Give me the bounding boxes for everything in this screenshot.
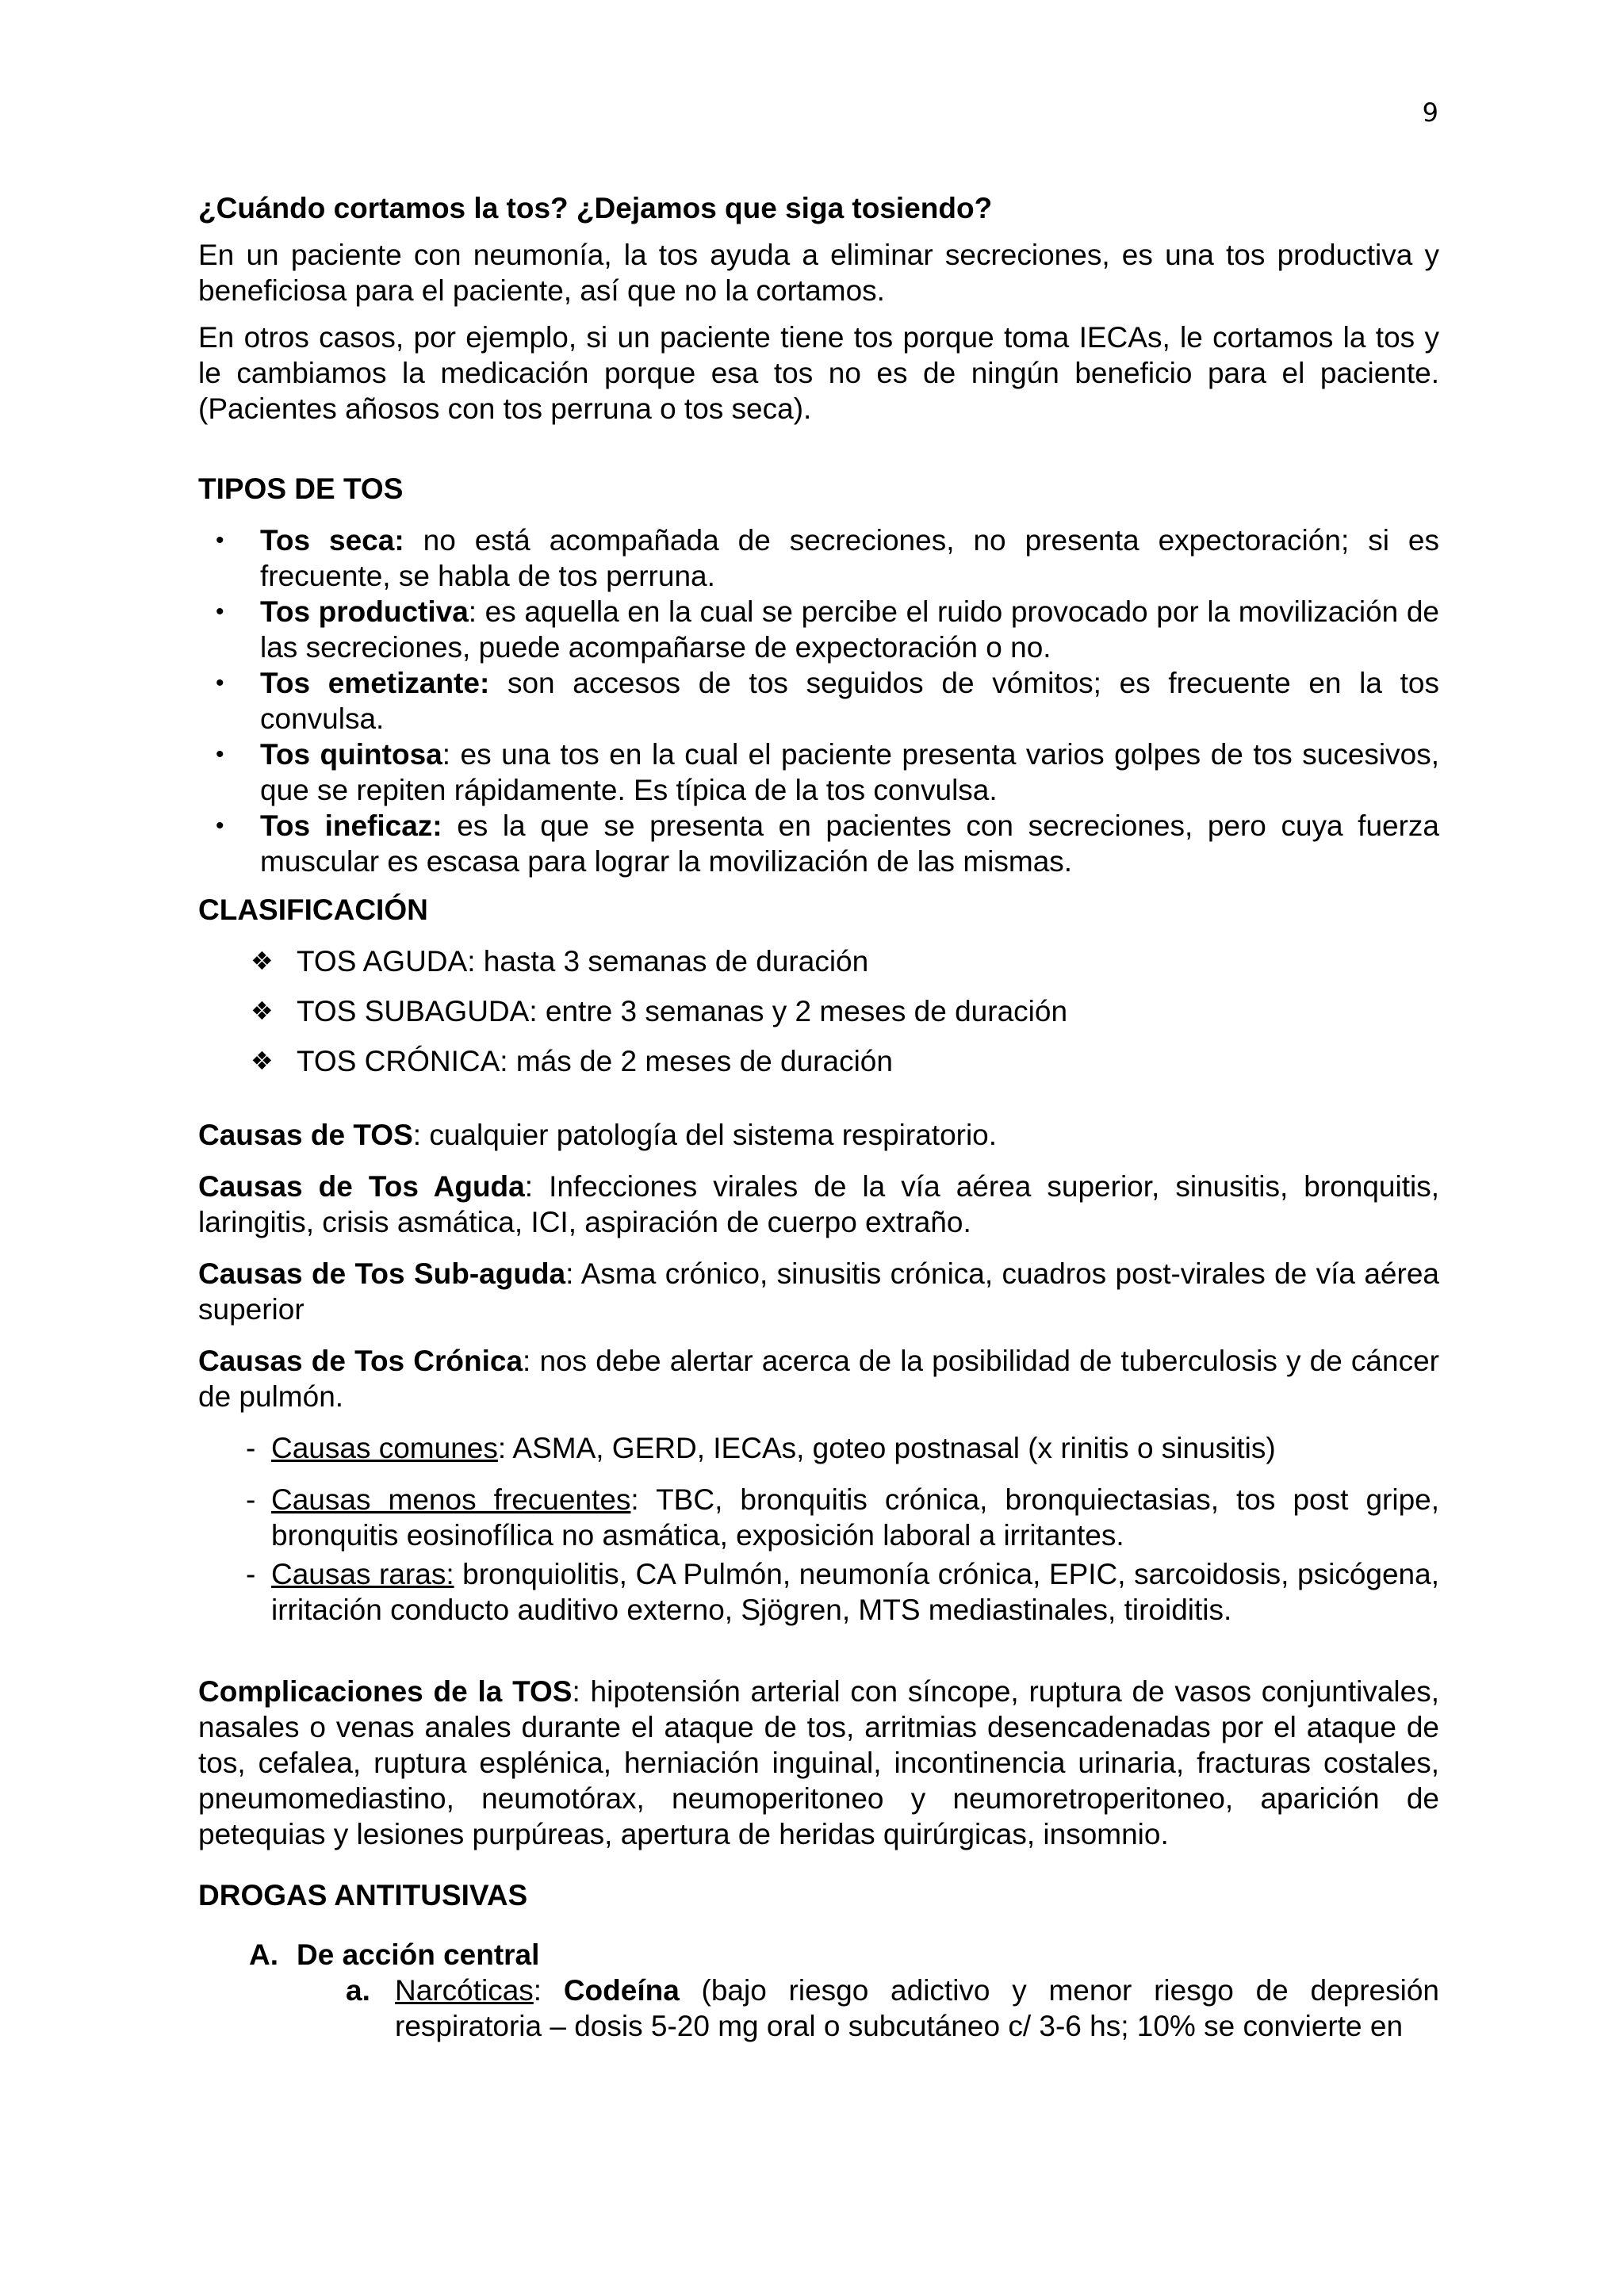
term: Tos productiva xyxy=(260,595,469,628)
definition: son accesos de tos seguidos de vómitos; es frecuente en la tos convulsa. xyxy=(260,667,1440,735)
drogas-subitem-a: a. Narcóticas: Codeína (bajo riesgo adictivo y menor riesgo de depresión respiratoria – dosis 5-20 mg oral o subcutáneo c/ 3-6 hs; 10% se convierte en xyxy=(346,1974,1440,2042)
list-item xyxy=(198,665,1439,737)
term: Tos seca: xyxy=(260,524,404,557)
definition: es la que se presenta en pacientes con secreciones, pero cuya fuerza muscular es escasa para lograr la movilización de las mismas. xyxy=(260,809,1439,878)
paragraph-causas-tos: Causas de TOS: cualquier patología del sistema respiratorio. xyxy=(198,1119,998,1151)
section-heading-drogas: DROGAS ANTITUSIVAS xyxy=(198,1879,528,1911)
drogas-item-a xyxy=(198,1937,1439,1973)
paragraph-causas-cronica: Causas de Tos Crónica: nos debe alertar acerca de la posibilidad de tuberculosis y de cáncer de pulmón. xyxy=(198,1345,1439,1413)
paragraph-causas-aguda: Causas de Tos Aguda: Infecciones virales de la vía aérea superior, sinusitis, bronquitis, laringitis, crisis asmática, ICI, aspiración de cuerpo extraño. xyxy=(198,1170,1439,1238)
page-number: 9 xyxy=(1422,98,1438,128)
page-content xyxy=(198,190,1439,2044)
paragraph-neumonia: En un paciente con neumonía, la tos ayuda a eliminar secreciones, es una tos productiva y beneficiosa para el paciente, así que no la cortamos. xyxy=(198,239,1439,307)
section-heading-cortar-tos: ¿Cuándo cortamos la tos? ¿Dejamos que siga tosiendo? xyxy=(198,192,993,224)
list-item: ❖ TOS AGUDA: hasta 3 semanas de duración xyxy=(251,945,869,978)
list-item: ❖ TOS CRÓNICA: más de 2 meses de duración xyxy=(251,1045,893,1077)
list-item: ❖ TOS SUBAGUDA: entre 3 semanas y 2 meses de duración xyxy=(251,995,1068,1027)
term: Causas de Tos Sub-aguda xyxy=(198,1257,566,1290)
term: Causas de TOS xyxy=(198,1119,413,1151)
tipos-list xyxy=(198,522,1439,879)
term: Causas de Tos Aguda xyxy=(198,1170,525,1203)
definition: : es aquella en la cual se percibe el ruido provocado por la movilización de las secreciones, puede acompañarse de expectoración o no. xyxy=(260,595,1439,664)
sublist-label: Causas comunes xyxy=(271,1432,498,1464)
sublist-label: Causas raras: xyxy=(271,1558,454,1590)
list-item xyxy=(198,737,1439,808)
list-item xyxy=(198,594,1439,665)
diamond-bullet-icon: ❖ xyxy=(251,946,274,976)
bullet-icon: • xyxy=(216,813,224,839)
causas-cronica-list xyxy=(198,1430,1439,1628)
list-label: A. xyxy=(249,1938,278,1971)
paragraph-otros-casos: En otros casos, por ejemplo, si un paciente tiene tos porque toma IECAs, le cortamos la tos y le cambiamos la medicación porque esa tos no es de ningún beneficio para el paciente. (Pacientes añosos con tos perruna o tos seca). xyxy=(198,321,1439,425)
definition: : es una tos en la cual el paciente presenta varios golpes de tos sucesivos, que se repiten rápidamente. Es típica de la tos convulsa. xyxy=(260,738,1440,806)
diamond-bullet-icon: ❖ xyxy=(251,996,274,1026)
sublist-label: Narcóticas xyxy=(395,1974,534,2007)
list-item: - Causas raras: bronquiolitis, CA Pulmón, neumonía crónica, EPIC, sarcoidosis, psicógena, irritación conducto auditivo externo, Sjögren, MTS mediastinales, tiroiditis. xyxy=(246,1558,1439,1626)
list-item xyxy=(198,808,1439,879)
term: Complicaciones de la TOS xyxy=(198,1675,573,1708)
bullet-icon: • xyxy=(216,599,224,625)
list-item: - Causas comunes: ASMA, GERD, IECAs, goteo postnasal (x rinitis o sinusitis) xyxy=(246,1432,1276,1464)
bullet-icon: • xyxy=(216,527,224,553)
drogas-item-a-title: De acción central xyxy=(297,1938,540,1971)
list-label: a. xyxy=(346,1974,370,2007)
term: Tos emetizante: xyxy=(260,667,490,699)
clasificacion-list xyxy=(198,943,1439,1079)
list-item: - Causas menos frecuentes: TBC, bronquitis crónica, bronquiectasias, tos post gripe, bronquitis eosinofílica no asmática, exposición laboral a irritantes. xyxy=(246,1483,1439,1552)
term: Tos quintosa xyxy=(260,738,442,771)
bullet-icon: • xyxy=(216,670,224,696)
bullet-icon: • xyxy=(216,741,224,767)
dash-icon: - xyxy=(246,1432,256,1464)
dash-icon: - xyxy=(246,1558,256,1590)
term: Causas de Tos Crónica xyxy=(198,1345,523,1377)
dash-icon: - xyxy=(246,1483,256,1516)
drug-name: Codeína xyxy=(563,1974,680,2007)
diamond-bullet-icon: ❖ xyxy=(251,1046,274,1076)
paragraph-causas-subaguda: Causas de Tos Sub-aguda: Asma crónico, sinusitis crónica, cuadros post-virales de vía aérea superior xyxy=(198,1257,1439,1326)
term: Tos ineficaz: xyxy=(260,809,442,842)
definition: no está acompañada de secreciones, no presenta expectoración; si es frecuente, se habla de tos perruna. xyxy=(260,524,1439,592)
section-heading-tipos: TIPOS DE TOS xyxy=(198,473,404,505)
list-item xyxy=(198,522,1439,594)
section-heading-clasificacion: CLASIFICACIÓN xyxy=(198,894,428,926)
paragraph-complicaciones: Complicaciones de la TOS: hipotensión arterial con síncope, ruptura de vasos conjuntivales, nasales o venas anales durante el ataque de tos, arritmias desencadenadas por el ataque de tos, cefalea, ruptura esplénica, herniación inguinal, incontinencia urinaria, fracturas costales, pneumomediastino, neumotórax, neumoperitoneo y neumoretroperitoneo, aparición de petequias y lesiones purpúreas, apertura de heridas quirúrgicas, insomnio. xyxy=(198,1675,1439,1850)
sublist-label: Causas menos frecuentes xyxy=(271,1483,631,1516)
